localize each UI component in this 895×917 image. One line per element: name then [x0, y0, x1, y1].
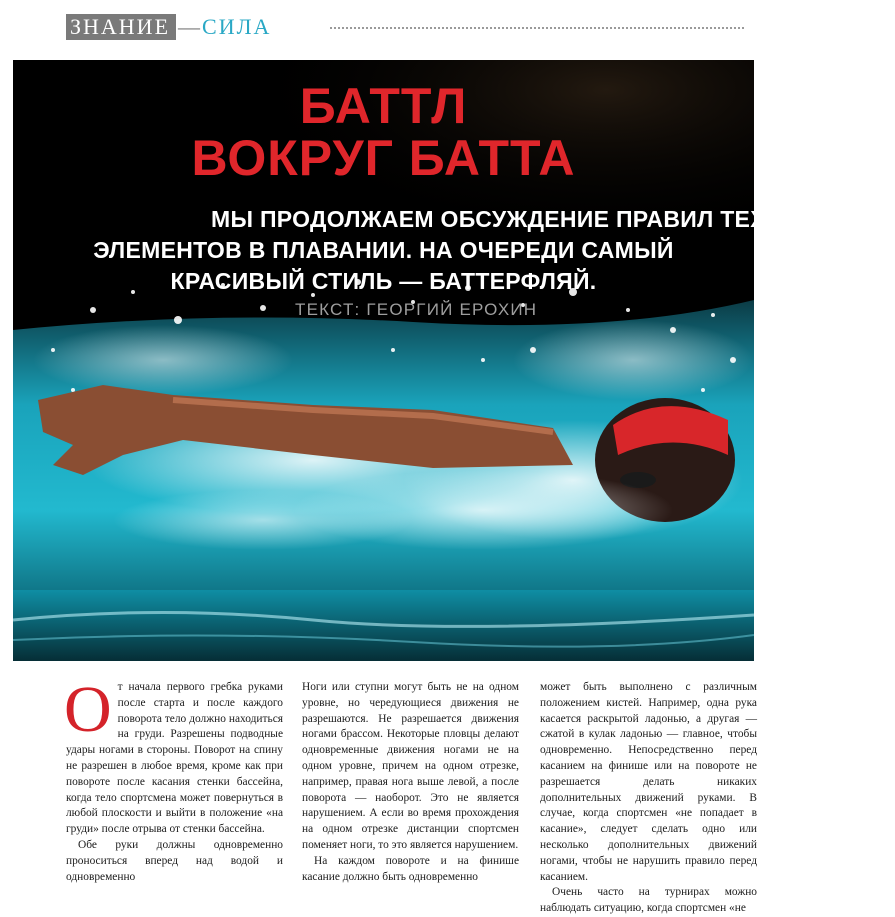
paragraph: т начала первого гребка руками после старта и после каждого поворота тело должно находиться на груди. Разрешены подводные удары ногами в стороны. Поворот на спину не разрешен в любое время, кроме как при повороте после касания стенки бассейна, когда тело спортсмена может повернуться в любой плоскости и выйти в положение «на груди» после отрыва от стенки бассейна.: [66, 681, 283, 836]
column-2: [302, 680, 519, 890]
title-line-1: БАТТЛ: [299, 78, 468, 134]
drop-cap: О: [64, 673, 112, 746]
hero-image: [13, 60, 895, 661]
byline: ТЕКСТ: ГЕОРГИЙ ЕРОХИН: [295, 300, 538, 319]
article-title: [13, 80, 754, 184]
column-1: [64, 673, 283, 890]
lead-line-1: МЫ ПРОДОЛЖАЕМ ОБСУЖДЕНИЕ ПРАВИЛ ТЕХНИЧЕСКИХ: [211, 206, 895, 232]
paragraph: Ноги или ступни могут быть не на одном уровне, но чередующиеся движения не разрешаются. Не разрешается движения ногами брассом. Некоторые пловцы делают одновременные движения ногами не на одном уровне, причем на одном отрезке, например, правая нога выше левой, а после поворота — наоборот. Это не является нарушением. А если во время прохождения на одном отрезке дистанции спортсмен поменяет ноги, то это является нарушением.: [302, 681, 519, 851]
paragraph: Обе руки должны одновременно проноситься вперед над водой и одновременно: [66, 838, 283, 883]
running-head: [66, 14, 271, 40]
header-rule: [330, 27, 744, 29]
title-line-2: ВОКРУГ БАТТА: [191, 130, 576, 186]
article-lead: [13, 204, 895, 297]
paragraph: На каждом повороте и на финише касание должно быть одновременно: [302, 854, 519, 883]
section-label-left: ЗНАНИЕ: [66, 14, 176, 40]
article-body: [64, 673, 757, 915]
lead-line-2: ЭЛЕМЕНТОВ В ПЛАВАНИИ. НА ОЧЕРЕДИ САМЫЙ: [93, 237, 674, 263]
paragraph: может быть выполнено с различным положением кистей. Например, одна рука касается раскрытой ладонью, а другая — сжатой в кулак ладонью — главное, чтобы одновременно. Непосредственно перед касанием на финише или на повороте не разрешается делать никаких дополнительных движений руками. В случае, когда спортсмен «не попадает в касание», следует сделать одно или несколько дополнительных движений ногами, чтобы не нарушить правило перед касанием.: [540, 681, 757, 883]
paragraph: Очень часто на турнирах можно наблюдать ситуацию, когда спортсмен «не: [540, 886, 757, 915]
column-3: [540, 680, 757, 915]
lead-line-3: КРАСИВЫЙ СТИЛЬ — БАТТЕРФЛЯЙ.: [170, 268, 597, 294]
section-separator: —: [178, 14, 201, 39]
section-label-right: СИЛА: [202, 14, 272, 39]
